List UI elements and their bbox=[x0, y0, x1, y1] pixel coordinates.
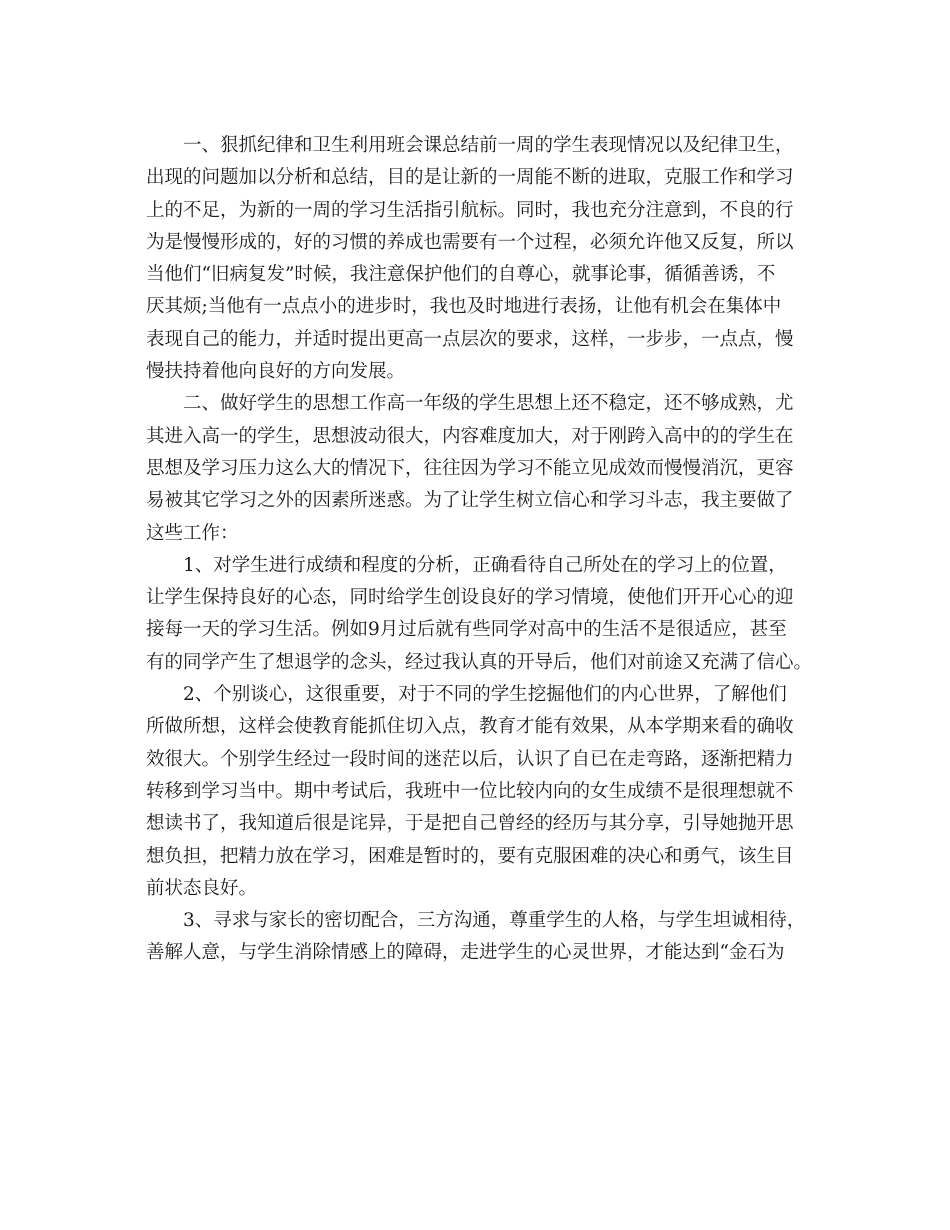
document-body bbox=[146, 130, 816, 970]
paragraph-4-line-7: 前状态良好。 bbox=[146, 877, 258, 899]
paragraph-1-line-5: 当他们“旧病复发”时候，我注意保护他们的自尊心，就事论事，循循善诱，不 bbox=[146, 264, 776, 286]
paragraph-1-line-4: 为是慢慢形成的，好的习惯的养成也需要有一个过程，必须允许他又反复，所以 bbox=[146, 231, 794, 253]
paragraph-4-line-2: 所做所想，这样会使教育能抓住切入点，教育才能有效果，从本学期来看的确收 bbox=[146, 716, 794, 738]
paragraph-2-line-5: 这些工作： bbox=[146, 522, 239, 544]
paragraph-1-line-6: 厌其烦;当他有一点点小的进步时，我也及时地进行表扬，让他有机会在集体中 bbox=[146, 296, 782, 318]
paragraph-4-line-1: 2、个别谈心，这很重要，对于不同的学生挖掘他们的内心世界，了解他们 bbox=[183, 684, 787, 706]
paragraph-3-line-4: 有的同学产生了想退学的念头，经过我认真的开导后，他们对前途又充满了信心。 bbox=[146, 651, 813, 673]
paragraph-4-line-4: 转移到学习当中。期中考试后，我班中一位比较内向的女生成绩不是很理想就不 bbox=[146, 780, 794, 802]
paragraph-3-line-2: 让学生保持良好的心态，同时给学生创设良好的学习情境，使他们开开心心的迎 bbox=[146, 587, 794, 609]
paragraph-4-line-6: 想负担，把精力放在学习，困难是暂时的，要有克服困难的决心和勇气，该生目 bbox=[146, 845, 794, 867]
paragraph-4-line-3: 效很大。个别学生经过一段时间的迷茫以后，认识了自已在走弯路，逐渐把精力 bbox=[146, 748, 794, 770]
paragraph-1-line-7: 表现自己的能力，并适时提出更高一点层次的要求，这样，一步步，一点点，慢 bbox=[146, 328, 794, 350]
paragraph-1-line-2: 出现的问题加以分析和总结，目的是让新的一周能不断的进取，克服工作和学习 bbox=[146, 167, 794, 189]
paragraph-4-line-5: 想读书了，我知道后很是诧异，于是把自己曾经的经历与其分享，引导她抛开思 bbox=[146, 813, 794, 835]
paragraph-2-line-1: 二、做好学生的思想工作高一年级的学生思想上还不稳定，还不够成熟，尤 bbox=[183, 393, 794, 415]
paragraph-1-line-1: 一、狠抓纪律和卫生利用班会课总结前一周的学生表现情况以及纪律卫生， bbox=[183, 135, 794, 156]
paragraph-2-line-3: 思想及学习压力这么大的情况下，往往因为学习不能立见成效而慢慢消沉，更容 bbox=[146, 457, 794, 479]
paragraph-3-line-1: 1、对学生进行成绩和程度的分析，正确看待自己所处在的学习上的位置， bbox=[183, 554, 787, 576]
paragraph-2-line-2: 其进入高一的学生，思想波动很大，内容难度加大，对于刚跨入高中的的学生在 bbox=[146, 425, 794, 447]
paragraph-1-line-8: 慢扶持着他向良好的方向发展。 bbox=[146, 361, 406, 383]
paragraph-3-line-3: 接每一天的学习生活。例如9月过后就有些同学对高中的生活不是很适应，甚至 bbox=[146, 619, 787, 641]
paragraph-5-line-2: 善解人意，与学生消除情感上的障碍，走进学生的心灵世界，才能达到“金石为 bbox=[146, 942, 785, 964]
paragraph-2-line-4: 易被其它学习之外的因素所迷惑。为了让学生树立信心和学习斗志，我主要做了 bbox=[146, 490, 794, 512]
paragraph-5-line-1: 3、寻求与家长的密切配合，三方沟通，尊重学生的人格，与学生坦诚相待， bbox=[183, 910, 806, 932]
paragraph-1-line-3: 上的不足，为新的一周的学习生活指引航标。同时，我也充分注意到，不良的行 bbox=[146, 199, 794, 221]
